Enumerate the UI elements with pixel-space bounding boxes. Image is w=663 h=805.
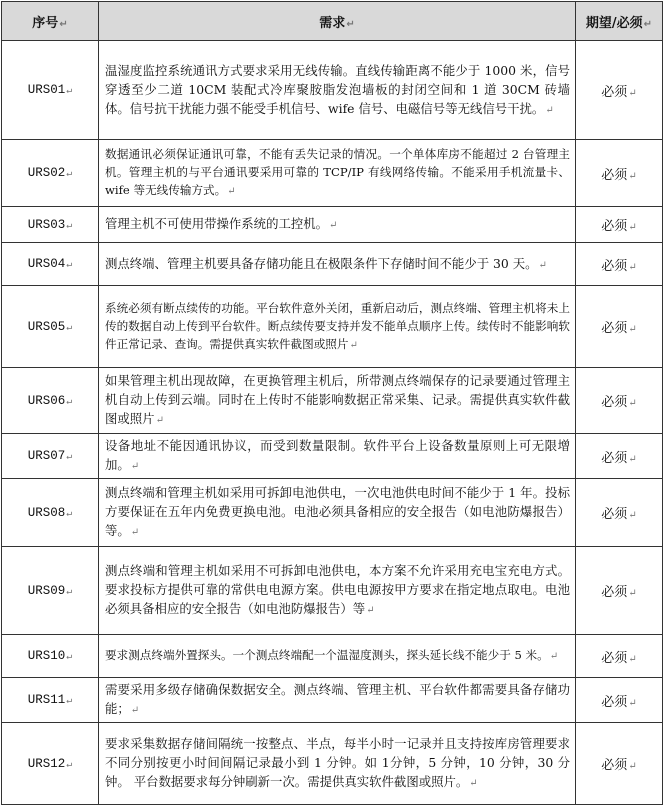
header-priority: 期望/必须↵ (576, 2, 663, 41)
row-requirement: 测点终端、管理主机要具备存储功能且在极限条件下存储时间不能少于 30 天。↵ (99, 243, 576, 286)
row-priority: 必须↵ (576, 140, 663, 207)
row-priority: 必须↵ (576, 368, 663, 434)
row-priority: 必须↵ (576, 635, 663, 678)
row-id: URS12↵ (2, 723, 99, 805)
table-row (2, 547, 663, 635)
row-id: URS03↵ (2, 207, 99, 243)
row-priority: 必须↵ (576, 207, 663, 243)
requirements-table (1, 1, 663, 805)
row-id: URS08↵ (2, 479, 99, 547)
row-requirement: 需要采用多级存储确保数据安全。测点终端、管理主机、平台软件都需要具备存储功能；↵ (99, 678, 576, 723)
row-requirement: 数据通讯必须保证通讯可靠，不能有丢失记录的情况。一个单体库房不能超过 2 台管理主机。管理主机的与平台通讯要采用可靠的 TCP/IP 有线网络传输。不能采用手机流量卡、wife 等无线传输方式。↵ (99, 140, 576, 207)
row-id: URS04↵ (2, 243, 99, 286)
row-requirement: 系统必须有断点续传的功能。平台软件意外关闭，重新启动后，测点终端、管理主机将未上传的数据自动上传到平台软件。断点续传要支持并发不能单点顺序上传。续传时不能影响软件正常记录、查询。需提供真实软件截图或照片↵ (99, 286, 576, 368)
row-requirement: 测点终端和管理主机如采用不可拆卸电池供电，本方案不允许采用充电宝充电方式。要求投标方提供可靠的常供电电源方案。供电电源按甲方要求在指定地点取电。电池必须具备相应的安全报告（如电池防爆报告）等↵ (99, 547, 576, 635)
row-priority: 必须↵ (576, 243, 663, 286)
row-requirement: 温湿度监控系统通讯方式要求采用无线传输。直线传输距离不能少于 1000 米，信号穿透至少二道 10CM 装配式冷库聚胺脂发泡墙板的封闭空间和 1 道 30CM 砖墙体。信号抗干扰能力强不能受手机信号、wife 信号、电磁信号等无线信号干扰。↵ (99, 41, 576, 140)
table-row (2, 140, 663, 207)
row-priority: 必须↵ (576, 678, 663, 723)
table-row (2, 434, 663, 479)
table-row (2, 678, 663, 723)
row-priority: 必须↵ (576, 723, 663, 805)
row-requirement: 要求测点终端外置探头。一个测点终端配一个温湿度测头，探头延长线不能少于 5 米。↵ (99, 635, 576, 678)
row-requirement: 要求采集数据存储间隔统一按整点、半点，每半小时一记录并且支持按库房管理要求不同分别按更小时间间隔记录最小到 1 分钟。如 1分钟，5 分钟，10 分钟，30 分钟。 平台数据要求每分钟刷新一次。需提供真实软件截图或照片。↵ (99, 723, 576, 805)
row-id: URS02↵ (2, 140, 99, 207)
row-id: URS06↵ (2, 368, 99, 434)
table-row (2, 479, 663, 547)
header-id: 序号↵ (2, 2, 99, 41)
row-requirement: 如果管理主机出现故障，在更换管理主机后，所带测点终端保存的记录要通过管理主机自动上传到云端。同时在上传时不能影响数据正常采集、记录。需提供真实软件截图或照片↵ (99, 368, 576, 434)
row-id: URS10↵ (2, 635, 99, 678)
table-row (2, 635, 663, 678)
row-id: URS01↵ (2, 41, 99, 140)
table-header-row (2, 2, 663, 41)
row-id: URS05↵ (2, 286, 99, 368)
table-row (2, 207, 663, 243)
row-requirement: 管理主机不可使用带操作系统的工控机。↵ (99, 207, 576, 243)
row-id: URS07↵ (2, 434, 99, 479)
row-priority: 必须↵ (576, 434, 663, 479)
row-priority: 必须↵ (576, 479, 663, 547)
table-row (2, 368, 663, 434)
table-row (2, 41, 663, 140)
row-id: URS09↵ (2, 547, 99, 635)
row-id: URS11↵ (2, 678, 99, 723)
row-requirement: 设备地址不能因通讯协议，而受到数量限制。软件平台上设备数量原则上可无限增加。↵ (99, 434, 576, 479)
table-row (2, 286, 663, 368)
table-row (2, 243, 663, 286)
row-priority: 必须↵ (576, 41, 663, 140)
row-priority: 必须↵ (576, 547, 663, 635)
header-requirement: 需求↵ (99, 2, 576, 41)
row-priority: 必须↵ (576, 286, 663, 368)
table-row (2, 723, 663, 805)
row-requirement: 测点终端和管理主机如采用可拆卸电池供电，一次电池供电时间不能少于 1 年。投标方要保证在五年内免费更换电池。电池必须具备相应的安全报告（如电池防爆报告）等。↵ (99, 479, 576, 547)
